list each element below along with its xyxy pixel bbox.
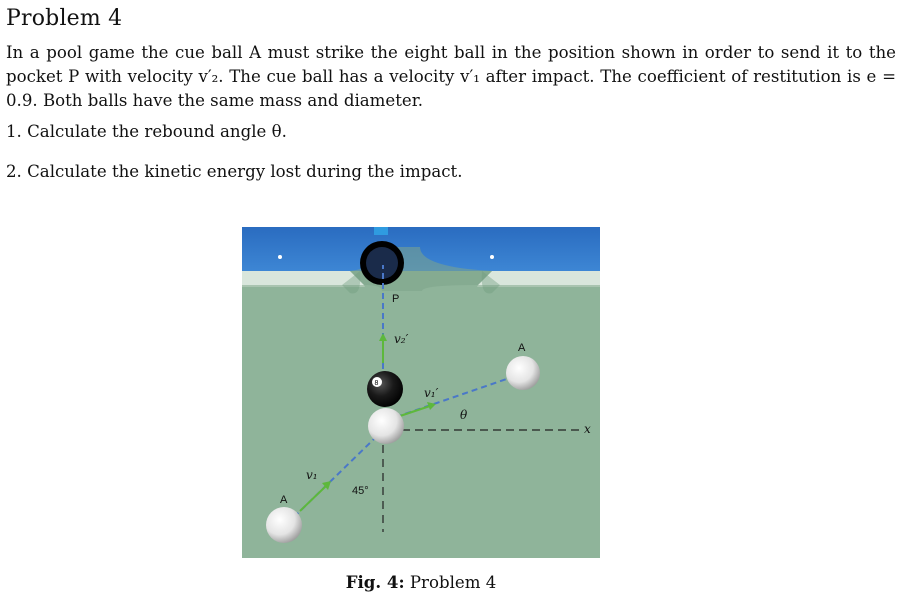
cue-ball-final: [506, 356, 540, 390]
eight-ball-number: 8: [374, 380, 379, 387]
problem-title: Problem 4: [6, 6, 123, 31]
v2-label: v₂′: [394, 332, 409, 346]
pocket-marker: [374, 227, 388, 235]
rail-diamond-left: [278, 255, 282, 259]
figure-caption: [242, 572, 600, 592]
ball-a-start-label: A: [280, 494, 288, 506]
question-2: 2. Calculate the kinetic energy lost during the impact.: [6, 162, 463, 181]
v1-after-label: v₁′: [424, 386, 439, 400]
ball-a-end-label: A: [518, 342, 526, 354]
angle-label: 45°: [352, 485, 369, 497]
cue-ball-start: [266, 507, 302, 543]
question-1: 1. Calculate the rebound angle θ.: [6, 122, 287, 141]
v1-label: v₁: [306, 468, 318, 482]
eight-ball: [367, 371, 403, 407]
pocket-label: P: [392, 293, 400, 305]
theta-label: θ: [460, 408, 468, 422]
cue-ball-impact: [368, 408, 404, 444]
problem-statement: In a pool game the cue ball A must strike the eight ball in the position shown in order to send it to the pocket P with velocity v′₂. The cue ball has a velocity v′₁ after impact. The coefficient of restitution is e = 0.9. Both balls have the same mass and diameter.: [6, 43, 896, 110]
rail-diamond-right: [490, 255, 494, 259]
caption-prefix: Fig. 4:: [345, 572, 405, 592]
x-axis-label: x: [584, 422, 591, 436]
pool-table-figure: [242, 227, 600, 558]
caption-text: Problem 4: [409, 573, 497, 592]
